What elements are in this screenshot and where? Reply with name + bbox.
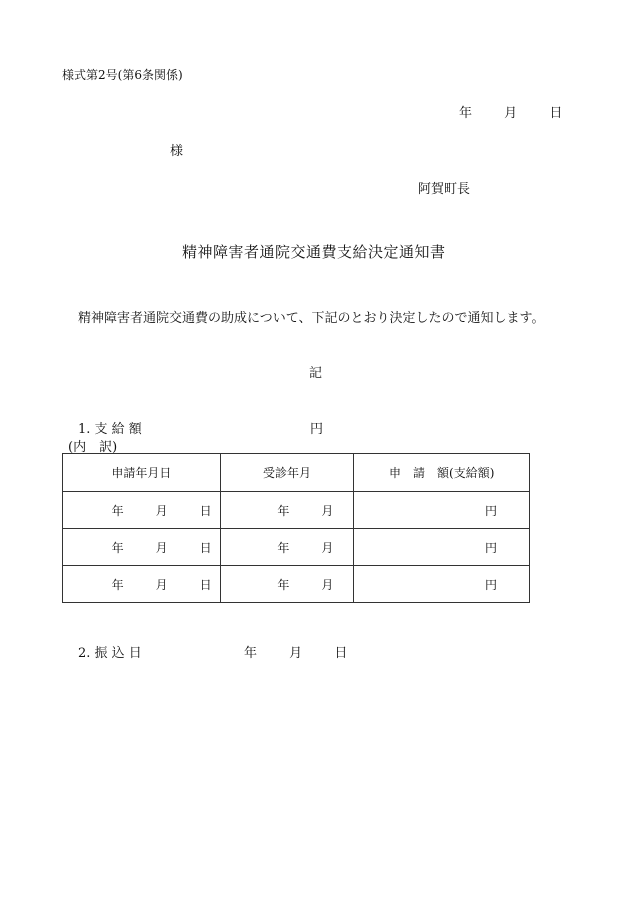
date-year: 年 (111, 577, 124, 592)
transfer-date-year: 年 (244, 646, 258, 661)
issuer: 阿賀町長 (418, 182, 471, 197)
date-month: 月 (155, 503, 168, 518)
ki-marker: 記 (309, 366, 323, 381)
table-header-row (63, 454, 530, 492)
header-visit-month: 受診年月 (220, 454, 354, 492)
application-date-cell (63, 566, 221, 603)
amount-cell: 円 (354, 492, 530, 529)
table-row (63, 566, 530, 603)
ym-month: 月 (321, 540, 334, 555)
visit-month-cell (220, 566, 354, 603)
header-application-date: 申請年月日 (63, 454, 221, 492)
ym-month: 月 (321, 577, 334, 592)
issue-date-day: 日 (549, 106, 563, 121)
issue-date-month: 月 (504, 106, 518, 121)
ym-year: 年 (277, 577, 290, 592)
ym-year: 年 (277, 503, 290, 518)
application-date-cell (63, 492, 221, 529)
date-year: 年 (111, 540, 124, 555)
table-row (63, 529, 530, 566)
body-text: 精神障害者通院交通費の助成について、下記のとおり決定したので通知します。 (78, 311, 545, 326)
breakdown-table (62, 453, 530, 603)
date-year: 年 (111, 503, 124, 518)
item2-label: 2. 振 込 日 (78, 646, 142, 661)
issue-date (459, 102, 562, 121)
table-row (63, 492, 530, 529)
date-day: 日 (199, 540, 212, 555)
visit-month-cell (220, 492, 354, 529)
transfer-date-month: 月 (289, 646, 303, 661)
document-title: 精神障害者通院交通費支給決定通知書 (182, 243, 446, 261)
date-day: 日 (199, 577, 212, 592)
recipient-suffix: 様 (170, 144, 184, 159)
ym-month: 月 (321, 503, 334, 518)
item1-label: 1. 支 給 額 (78, 422, 142, 437)
transfer-date (244, 642, 347, 661)
form-number: 様式第2号(第6条関係) (62, 68, 183, 82)
amount-cell: 円 (354, 566, 530, 603)
issue-date-year: 年 (459, 106, 473, 121)
header-amount: 申 請 額(支給額) (354, 454, 530, 492)
visit-month-cell (220, 529, 354, 566)
ym-year: 年 (277, 540, 290, 555)
item1-unit: 円 (310, 422, 324, 437)
date-month: 月 (155, 540, 168, 555)
transfer-date-day: 日 (334, 646, 348, 661)
date-day: 日 (199, 503, 212, 518)
application-date-cell (63, 529, 221, 566)
breakdown-label: (内 訳) (68, 440, 118, 455)
date-month: 月 (155, 577, 168, 592)
amount-cell: 円 (354, 529, 530, 566)
